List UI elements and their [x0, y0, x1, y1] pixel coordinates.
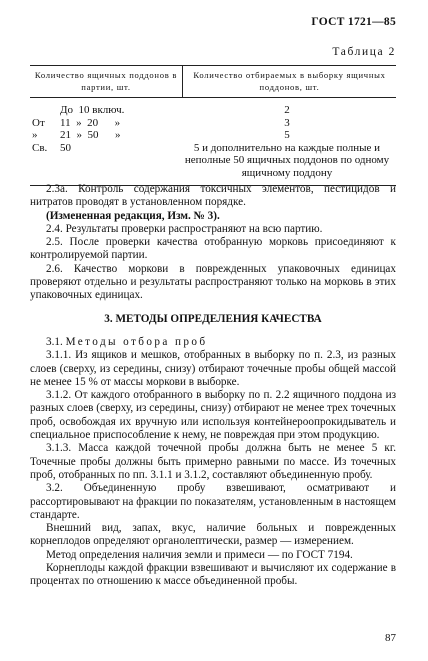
paragraph-3-1-3: 3.1.3. Масса каждой точечной пробы должна быть не менее 5 кг. Точечные пробы должны быть примерно равными по массе. Из точечных проб, отобранных по пп. 3.1.1 и 3.1.2, составляют объединенную пробу. [30, 442, 396, 481]
range-value: 21 » 50 » [60, 129, 121, 141]
sample-value-note: 5 и дополнительно на каждые полные и неполные 50 ящичных поддонов по одному ящичному поддону [184, 141, 390, 179]
table-label: Таблица 2 [332, 46, 396, 58]
range-prefix: Св. [32, 141, 48, 154]
paragraph-2-4: 2.4. Результаты проверки распространяют на всю партию. [46, 222, 323, 235]
range-value: 11 » 20 » [60, 116, 121, 129]
column-header-lot-size: Количество ящичных поддонов в партии, шт. [30, 66, 183, 97]
range-value: До 10 включ. [60, 104, 125, 116]
sample-size-column [178, 104, 396, 179]
sampling-table [30, 65, 396, 186]
lot-size-column [30, 104, 178, 179]
paragraph-soil-method: Метод определения наличия земли и примеси — по ГОСТ 7194. [46, 548, 353, 561]
subsection-title: Методы отбора проб [65, 336, 208, 348]
sample-value: 3 [284, 116, 290, 129]
section-3-heading: 3. МЕТОДЫ ОПРЕДЕЛЕНИЯ КАЧЕСТВА [104, 313, 322, 325]
range-prefix [30, 104, 60, 117]
sample-value: 5 [284, 129, 290, 141]
range-prefix: От [32, 116, 45, 129]
subsection-number: 3.1. [46, 336, 63, 348]
subsection-3-1-title [30, 336, 396, 349]
section-2-text [30, 183, 396, 303]
paragraph-appearance: Внешний вид, запах, вкус, наличие больных и поврежденных корнеплодов определяют органолептически, размер — измерением. [30, 522, 396, 548]
table-header [30, 65, 396, 98]
table-row [30, 117, 178, 130]
range-prefix: » [32, 129, 38, 141]
sample-value: 2 [284, 104, 290, 116]
column-header-sample-size: Количество отбираемых в выборку ящичных поддонов, шт. [193, 70, 386, 92]
paragraph-fraction-weight: Корнеплоды каждой фракции взвешивают и вычисляют их содержание в процентах по отношению к массе объединенной пробы. [30, 562, 396, 588]
section-3-text [30, 336, 396, 589]
paragraph-3-1-1: 3.1.1. Из ящиков и мешков, отобранных в выборку по п. 2.3, из разных слоев (сверху, из середины, снизу) отбирают точечные пробы общей массой не менее 15 % от массы моркови в выборке. [30, 349, 396, 388]
amendment-note: (Измененная редакция, Изм. № 3). [46, 209, 220, 222]
paragraph-2-3a: 2.3а. Контроль содержания токсичных элементов, пестицидов и нитратов проводят в установленном порядке. [30, 183, 396, 209]
range-value: 50 [60, 141, 71, 154]
paragraph-3-2: 3.2. Объединенную пробу взвешивают, осматривают и рассортировывают на фракции по показателям, установленным в настоящем стандарте. [30, 482, 396, 521]
table-row [30, 142, 178, 155]
table-row [30, 129, 178, 142]
table-row [30, 104, 178, 117]
document-code: ГОСТ 1721—85 [311, 16, 396, 28]
page-number: 87 [385, 632, 396, 644]
paragraph-3-1-2: 3.1.2. От каждого отобранного в выборку по п. 2.2 ящичного поддона из разных слоев (сверху, из середины, снизу) отбирают не менее трех точечных проб, освобождая их вручную или используя контейнероопрокидыватель и специальное приспособление к нему, не повреждая при этом продукцию. [30, 389, 396, 442]
paragraph-2-5: 2.5. После проверки качества отобранную морковь присоединяют к контролируемой партии. [30, 236, 396, 262]
paragraph-2-6: 2.6. Качество моркови в поврежденных упаковочных единицах проверяют отдельно и результаты распространяют только на морковь в этих упаковочных единицах. [30, 262, 396, 302]
table-body [30, 98, 396, 179]
